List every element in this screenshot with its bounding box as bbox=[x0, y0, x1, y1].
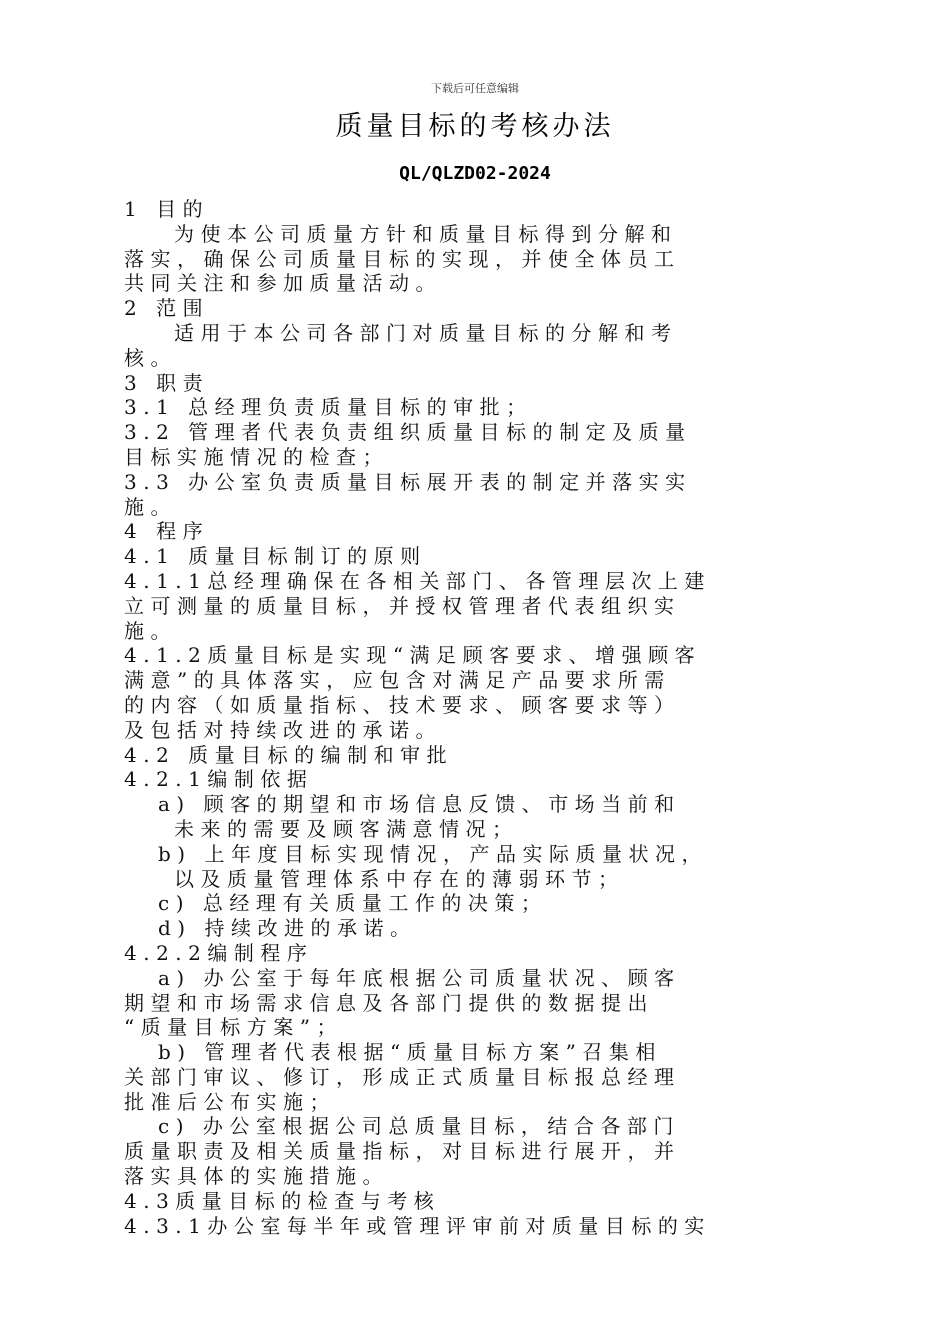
text-line: 满意”的具体落实，应包含对满足产品要求所需 bbox=[124, 668, 671, 693]
text-line: 4.1.2质量目标是实现“满足顾客要求、增强顾客 bbox=[124, 643, 702, 668]
text-line: 4.3.1办公室每半年或管理评审前对质量目标的实 bbox=[124, 1213, 711, 1238]
text-line: 批准后公布实施； bbox=[124, 1089, 336, 1114]
text-line: 4.2.1编制依据 bbox=[124, 767, 314, 792]
text-line: 3.2 管理者代表负责组织质量目标的制定及质量 bbox=[124, 420, 692, 445]
text-line: 4.2.2编制程序 bbox=[124, 940, 314, 965]
text-line: 共同关注和参加质量活动。 bbox=[124, 271, 442, 296]
text-line: 施。 bbox=[124, 494, 177, 519]
text-line: 4.2 质量目标的编制和审批 bbox=[124, 742, 454, 767]
text-line: d) 持续改进的承诺。 bbox=[158, 916, 417, 941]
text-line: 4 程序 bbox=[124, 519, 210, 544]
text-line: 施。 bbox=[124, 618, 177, 643]
text-line: 立可测量的质量目标，并授权管理者代表组织实 bbox=[124, 593, 681, 618]
document-code: QL/QLZD02-2024 bbox=[399, 163, 551, 184]
text-line: b) 上年度目标实现情况，产品实际质量状况， bbox=[158, 841, 708, 866]
text-line: a) 办公室于每年底根据公司质量状况、顾客 bbox=[158, 965, 681, 990]
text-line: 适用于本公司各部门对质量目标的分解和考 bbox=[174, 320, 678, 345]
text-line: 的内容（如质量指标、技术要求、顾客要求等） bbox=[124, 692, 681, 717]
text-line: 2 范围 bbox=[124, 296, 210, 321]
text-line: 落实，确保公司质量目标的实现，并使全体员工 bbox=[124, 246, 681, 271]
text-line: 4.1.1总经理确保在各相关部门、各管理层次上建 bbox=[124, 568, 711, 593]
text-line: 关部门审议、修订，形成正式质量目标报总经理 bbox=[124, 1064, 681, 1089]
text-line: 4.1 质量目标制订的原则 bbox=[124, 544, 427, 569]
text-line: 以及质量管理体系中存在的薄弱环节； bbox=[174, 866, 625, 891]
text-line: 及包括对持续改进的承诺。 bbox=[124, 717, 442, 742]
text-line: 未来的需要及顾客满意情况； bbox=[174, 816, 519, 841]
text-line: c) 总经理有关质量工作的决策； bbox=[158, 891, 548, 916]
text-line: a) 顾客的期望和市场信息反馈、市场当前和 bbox=[158, 792, 681, 817]
document-body bbox=[124, 197, 844, 1238]
text-line: 3 职责 bbox=[124, 370, 210, 395]
text-line: 核。 bbox=[124, 345, 177, 370]
text-line: 3.3 办公室负责质量目标展开表的制定并落实实 bbox=[124, 469, 692, 494]
header-note: 下载后可任意编辑 bbox=[431, 82, 519, 95]
text-line: 4.3质量目标的检查与考核 bbox=[124, 1188, 441, 1213]
text-line: 落实具体的实施措施。 bbox=[124, 1164, 389, 1189]
text-line: c) 办公室根据公司总质量目标，结合各部门 bbox=[158, 1114, 680, 1139]
text-line: 期望和市场需求信息及各部门提供的数据提出 bbox=[124, 990, 654, 1015]
text-line: “质量目标方案”； bbox=[124, 1015, 343, 1040]
text-line: 1 目的 bbox=[124, 197, 210, 221]
text-line: 为使本公司质量方针和质量目标得到分解和 bbox=[174, 221, 678, 246]
text-line: 质量职责及相关质量指标，对目标进行展开，并 bbox=[124, 1139, 681, 1164]
text-line: 目标实施情况的检查； bbox=[124, 444, 389, 469]
document-title: 质量目标的考核办法 bbox=[335, 111, 615, 142]
text-line: 3.1 总经理负责质量目标的审批； bbox=[124, 395, 533, 420]
text-line: b) 管理者代表根据“质量目标方案”召集相 bbox=[158, 1040, 662, 1065]
